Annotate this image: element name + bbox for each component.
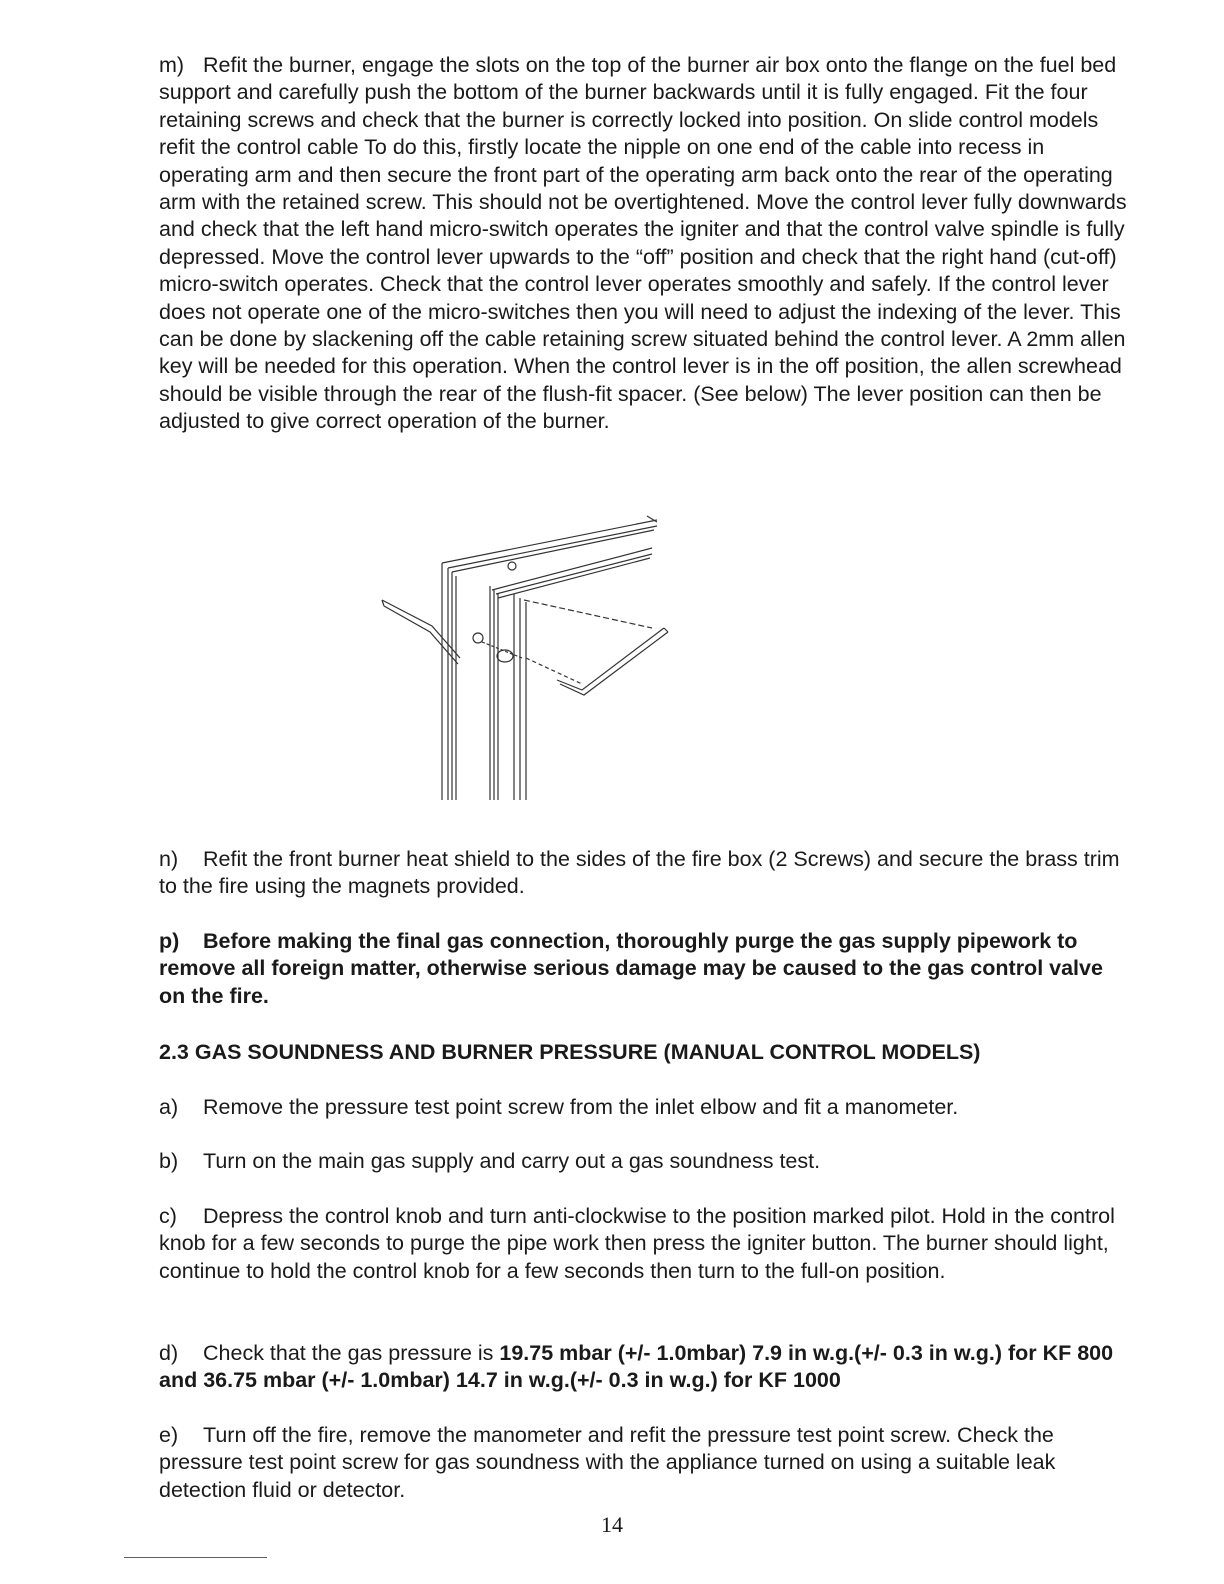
- step-text: Turn on the main gas supply and carry out a gas soundness test.: [203, 1149, 821, 1173]
- step-label: c): [159, 1204, 177, 1228]
- step-text: Turn off the fire, remove the manometer and refit the pressure test point screw. Check the pressure test point screw for gas soundness with the appliance turned on using a suitable leak detection fluid or detector.: [159, 1423, 1056, 1502]
- control-lever-diagram: [372, 508, 672, 808]
- step-d: [159, 1340, 1134, 1395]
- section-heading: 2.3 GAS SOUNDNESS AND BURNER PRESSURE (MANUAL CONTROL MODELS): [159, 1040, 981, 1064]
- paragraph-text: Before making the final gas connection, thoroughly purge the gas supply pipework to remove all foreign matter, otherwise serious damage may be caused to the gas control valve on the fire.: [159, 929, 1103, 1008]
- step-e: [159, 1422, 1134, 1504]
- step-label: d): [159, 1341, 179, 1365]
- step-a: [159, 1094, 1134, 1121]
- paragraph-p-warning: [159, 928, 1134, 1010]
- step-b: [159, 1148, 1134, 1175]
- step-label: a): [159, 1095, 179, 1119]
- step-text: Remove the pressure test point screw from the inlet elbow and fit a manometer.: [203, 1095, 959, 1119]
- paragraph-n: [159, 846, 1134, 901]
- footer-rule: [124, 1557, 267, 1558]
- step-c: [159, 1203, 1134, 1285]
- pressure-values: 19.75 mbar (+/- 1.0mbar) 7.9 in w.g.(+/- 0.3 in w.g.) for KF 800 and 36.75 mbar (+/- 1.0mbar) 14.7 in w.g.(+/- 0.3 in w.g.) for KF 1000: [159, 1341, 1114, 1393]
- paragraph-label: n): [159, 847, 179, 871]
- paragraph-m: [159, 52, 1134, 436]
- paragraph-text: Refit the burner, engage the slots on the top of the burner air box onto the flange on the fuel bed support and carefully push the bottom of the burner backwards until it is fully engaged. Fit the four retaining screws and check that the burner is correctly locked into position. On slide control models refit the control cable To do this, firstly locate the nipple on one end of the cable into recess in operating arm and then secure the front part of the operating arm back onto the rear of the operating arm with the retained screw. This should not be overtightened. Move the control lever fully downwards and check that the left hand micro-switch operates the igniter and that the control valve spindle is fully depressed. Move the control lever upwards to the “off” position and check that the right hand (cut-off) micro-switch operates. Check that the control lever operates smoothly and safely. If the control lever does not operate one of the micro-switches then you will need to adjust the indexing of the lever. This can be done by slackening off the cable retaining screw situated behind the control lever. A 2mm allen key will be needed for this operation. When the control lever is in the off position, the allen screwhead should be visible through the rear of the flush-fit spacer. (See below) The lever position can then be adjusted to give correct operation of the burner.: [159, 53, 1127, 434]
- page-number: 14: [601, 1512, 623, 1537]
- step-label: e): [159, 1423, 179, 1447]
- step-text: Check that the gas pressure is: [203, 1341, 500, 1365]
- paragraph-label: m): [159, 53, 185, 77]
- paragraph-text: Refit the front burner heat shield to the sides of the fire box (2 Screws) and secure the brass trim to the fire using the magnets provided.: [159, 847, 1120, 899]
- step-text: Depress the control knob and turn anti-clockwise to the position marked pilot. Hold in the control knob for a few seconds to purge the pipe work then press the igniter button. The burner should light, continue to hold the control knob for a few seconds then turn to the full-on position.: [159, 1204, 1115, 1283]
- step-label: b): [159, 1149, 179, 1173]
- paragraph-label: p): [159, 929, 180, 953]
